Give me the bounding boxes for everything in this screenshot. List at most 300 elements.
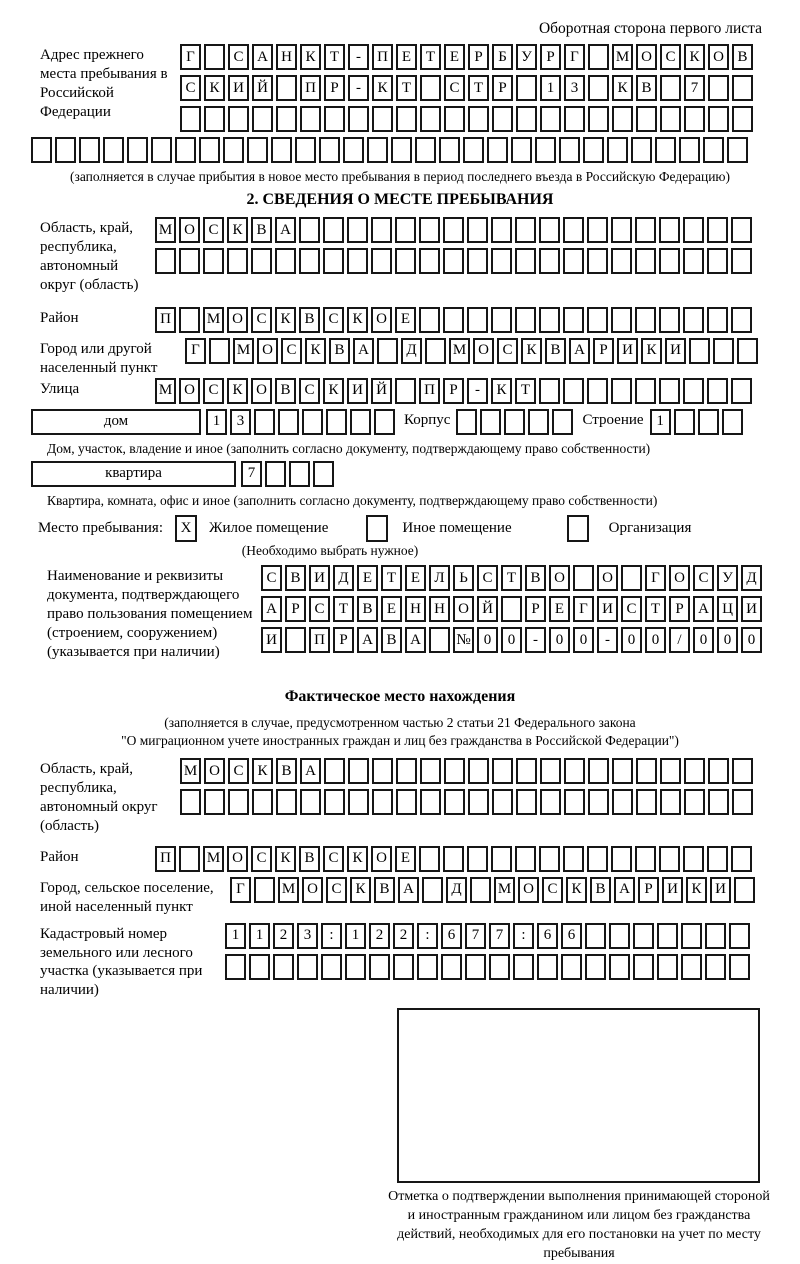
fact-city-row: [230, 877, 758, 903]
form-cell: [299, 248, 320, 274]
form-cell: [179, 846, 200, 872]
form-cell: [324, 106, 345, 132]
form-cell: М: [203, 307, 224, 333]
form-cell: Н: [276, 44, 297, 70]
form-cell: [204, 106, 225, 132]
form-cell: 6: [537, 923, 558, 949]
form-cell: [209, 338, 230, 364]
organization-checkbox: [567, 515, 589, 542]
form-cell: -: [597, 627, 618, 653]
korpus-label: Корпус: [404, 411, 451, 428]
form-cell: [420, 758, 441, 784]
previous-address-row-1: [180, 44, 756, 70]
form-cell: В: [636, 75, 657, 101]
form-cell: [444, 758, 465, 784]
fact-region-row-2: [180, 789, 756, 815]
form-cell: [225, 954, 246, 980]
form-cell: [732, 75, 753, 101]
form-cell: [731, 248, 752, 274]
form-cell: [444, 106, 465, 132]
form-cell: Д: [401, 338, 422, 364]
form-cell: [443, 846, 464, 872]
form-cell: [371, 248, 392, 274]
form-cell: [265, 461, 286, 487]
confirmation-stamp-box: [397, 1008, 760, 1183]
form-cell: [420, 75, 441, 101]
form-cell: [511, 137, 532, 163]
form-cell: К: [323, 378, 344, 404]
form-cell: [468, 106, 489, 132]
form-cell: [324, 758, 345, 784]
form-cell: [537, 954, 558, 980]
form-cell: [539, 846, 560, 872]
form-cell: А: [261, 596, 282, 622]
form-cell: Т: [381, 565, 402, 591]
form-cell: В: [285, 565, 306, 591]
form-cell: [681, 954, 702, 980]
form-cell: Е: [395, 846, 416, 872]
form-cell: Р: [443, 378, 464, 404]
form-cell: [254, 409, 275, 435]
form-cell: [276, 75, 297, 101]
form-cell: 0: [693, 627, 714, 653]
form-cell: П: [300, 75, 321, 101]
form-cell: Т: [420, 44, 441, 70]
form-cell: [635, 846, 656, 872]
form-cell: С: [261, 565, 282, 591]
form-cell: Й: [371, 378, 392, 404]
form-cell: 0: [741, 627, 762, 653]
form-cell: [516, 789, 537, 815]
form-cell: [559, 137, 580, 163]
form-cell: [324, 789, 345, 815]
form-cell: [419, 248, 440, 274]
form-cell: В: [525, 565, 546, 591]
form-cell: [707, 378, 728, 404]
form-cell: Е: [549, 596, 570, 622]
form-cell: Д: [446, 877, 467, 903]
form-cell: И: [309, 565, 330, 591]
form-cell: В: [251, 217, 272, 243]
form-cell: [456, 409, 477, 435]
form-cell: [607, 137, 628, 163]
form-cell: [612, 758, 633, 784]
form-cell: А: [614, 877, 635, 903]
house-row: [206, 409, 398, 435]
form-cell: К: [372, 75, 393, 101]
street-row: [155, 378, 755, 404]
form-cell: [612, 106, 633, 132]
form-cell: [732, 789, 753, 815]
form-cell: [252, 106, 273, 132]
form-cell: И: [665, 338, 686, 364]
form-cell: 0: [549, 627, 570, 653]
form-cell: [395, 217, 416, 243]
form-cell: Й: [252, 75, 273, 101]
form-cell: [372, 758, 393, 784]
previous-address-note: (заполняется в случае прибытия в новое место пребывания в период последнего въезда в Российскую Федерацию): [69, 169, 731, 184]
apartment-row: [241, 461, 337, 487]
form-cell: [179, 307, 200, 333]
form-cell: 0: [501, 627, 522, 653]
region-row-1: [155, 217, 755, 243]
form-cell: А: [693, 596, 714, 622]
form-cell: С: [251, 846, 272, 872]
form-cell: [372, 789, 393, 815]
form-cell: [417, 954, 438, 980]
form-cell: Н: [405, 596, 426, 622]
page-title: Оборотная сторона первого листа: [538, 20, 762, 37]
form-cell: [528, 409, 549, 435]
form-cell: Г: [573, 596, 594, 622]
form-cell: С: [281, 338, 302, 364]
korpus-row: [456, 409, 576, 435]
form-cell: [295, 137, 316, 163]
form-cell: Б: [492, 44, 513, 70]
form-cell: М: [155, 378, 176, 404]
form-cell: В: [329, 338, 350, 364]
fact-district-row: [155, 846, 755, 872]
fact-region-label: Область, край, республика, автономный округ (область): [40, 761, 158, 834]
form-cell: С: [228, 44, 249, 70]
form-cell: [539, 217, 560, 243]
form-cell: [347, 217, 368, 243]
form-cell: О: [453, 596, 474, 622]
form-cell: [467, 307, 488, 333]
form-cell: В: [275, 378, 296, 404]
form-cell: С: [497, 338, 518, 364]
form-cell: [443, 307, 464, 333]
form-cell: [657, 923, 678, 949]
section2-title: 2. СВЕДЕНИЯ О МЕСТЕ ПРЕБЫВАНИЯ: [246, 191, 554, 209]
form-cell: [444, 789, 465, 815]
form-cell: С: [660, 44, 681, 70]
form-cell: [491, 307, 512, 333]
residential-checkbox: X: [175, 515, 197, 542]
form-cell: П: [155, 307, 176, 333]
form-cell: 2: [273, 923, 294, 949]
house-block: [31, 409, 800, 440]
form-cell: И: [597, 596, 618, 622]
form-cell: [588, 789, 609, 815]
form-cell: [563, 248, 584, 274]
form-cell: О: [597, 565, 618, 591]
form-cell: Т: [468, 75, 489, 101]
form-cell: 2: [369, 923, 390, 949]
form-cell: [278, 409, 299, 435]
form-cell: П: [372, 44, 393, 70]
form-cell: С: [693, 565, 714, 591]
form-cell: [707, 307, 728, 333]
form-cell: [516, 106, 537, 132]
form-cell: [683, 307, 704, 333]
form-cell: [323, 217, 344, 243]
form-cell: [635, 248, 656, 274]
form-cell: [689, 338, 710, 364]
form-cell: [276, 106, 297, 132]
form-cell: Р: [669, 596, 690, 622]
document-label: Наименование и реквизиты документа, подтверждающего право пользования помещением (строением, сооружением) (указывается при наличии): [47, 568, 253, 660]
form-cell: [302, 409, 323, 435]
form-cell: С: [326, 877, 347, 903]
form-cell: [395, 378, 416, 404]
form-cell: [636, 106, 657, 132]
actual-location-title: Фактическое место нахождения: [284, 687, 516, 705]
form-cell: С: [621, 596, 642, 622]
form-cell: О: [669, 565, 690, 591]
form-cell: [660, 75, 681, 101]
form-cell: [467, 248, 488, 274]
form-cell: К: [305, 338, 326, 364]
form-cell: [588, 758, 609, 784]
form-cell: [175, 137, 196, 163]
form-cell: [659, 378, 680, 404]
form-cell: [540, 789, 561, 815]
form-cell: Т: [515, 378, 536, 404]
form-cell: [708, 75, 729, 101]
form-cell: [729, 923, 750, 949]
form-cell: :: [513, 923, 534, 949]
form-cell: [583, 137, 604, 163]
form-cell: [633, 954, 654, 980]
form-cell: С: [477, 565, 498, 591]
form-cell: [419, 846, 440, 872]
form-cell: [391, 137, 412, 163]
form-cell: В: [590, 877, 611, 903]
form-cell: Н: [429, 596, 450, 622]
form-cell: Е: [405, 565, 426, 591]
form-cell: И: [261, 627, 282, 653]
form-cell: [420, 789, 441, 815]
form-cell: [443, 248, 464, 274]
form-cell: И: [617, 338, 638, 364]
form-cell: М: [203, 846, 224, 872]
form-cell: [419, 217, 440, 243]
form-cell: [127, 137, 148, 163]
form-cell: 3: [297, 923, 318, 949]
form-cell: [228, 106, 249, 132]
form-cell: Р: [333, 627, 354, 653]
form-cell: 3: [230, 409, 251, 435]
form-cell: 1: [650, 409, 671, 435]
form-cell: [155, 248, 176, 274]
form-cell: К: [521, 338, 542, 364]
form-cell: [297, 954, 318, 980]
form-cell: [552, 409, 573, 435]
form-cell: [501, 596, 522, 622]
form-cell: М: [278, 877, 299, 903]
form-cell: [707, 217, 728, 243]
district-row: [155, 307, 755, 333]
form-cell: О: [227, 846, 248, 872]
form-cell: Р: [638, 877, 659, 903]
form-cell: [636, 758, 657, 784]
form-cell: [587, 846, 608, 872]
form-cell: [660, 789, 681, 815]
form-cell: [539, 307, 560, 333]
form-cell: [563, 307, 584, 333]
form-cell: [515, 846, 536, 872]
form-cell: И: [662, 877, 683, 903]
form-cell: :: [321, 923, 342, 949]
form-cell: [251, 248, 272, 274]
form-cell: [722, 409, 743, 435]
form-cell: Г: [645, 565, 666, 591]
form-cell: [271, 137, 292, 163]
form-cell: К: [347, 307, 368, 333]
fact-region-row-1: [180, 758, 756, 784]
form-cell: [276, 789, 297, 815]
form-cell: [491, 846, 512, 872]
form-cell: М: [233, 338, 254, 364]
form-cell: [420, 106, 441, 132]
form-cell: [635, 378, 656, 404]
form-cell: [515, 307, 536, 333]
form-cell: [659, 846, 680, 872]
form-cell: И: [347, 378, 368, 404]
form-cell: [377, 338, 398, 364]
form-cell: [487, 137, 508, 163]
stay-type-label: Место пребывания:: [38, 520, 163, 537]
form-cell: Е: [395, 307, 416, 333]
document-row-1: [261, 565, 765, 591]
form-cell: К: [686, 877, 707, 903]
cadastral-block: [40, 923, 800, 1001]
form-cell: С: [323, 846, 344, 872]
form-cell: Д: [741, 565, 762, 591]
form-cell: К: [300, 44, 321, 70]
form-cell: [587, 307, 608, 333]
form-cell: [465, 954, 486, 980]
form-cell: [681, 923, 702, 949]
form-cell: К: [641, 338, 662, 364]
form-cell: 1: [345, 923, 366, 949]
form-cell: [273, 954, 294, 980]
form-cell: [516, 75, 537, 101]
form-cell: [561, 954, 582, 980]
form-cell: [564, 106, 585, 132]
form-cell: [491, 217, 512, 243]
form-cell: П: [155, 846, 176, 872]
form-cell: [708, 789, 729, 815]
form-cell: [729, 954, 750, 980]
form-cell: [289, 461, 310, 487]
form-cell: К: [684, 44, 705, 70]
form-cell: Р: [468, 44, 489, 70]
form-cell: [492, 758, 513, 784]
form-cell: [563, 846, 584, 872]
form-cell: Т: [324, 44, 345, 70]
form-cell: [249, 954, 270, 980]
form-cell: [609, 923, 630, 949]
stroenie-row: [650, 409, 746, 435]
previous-address-section: [40, 44, 800, 137]
form-cell: [396, 789, 417, 815]
form-cell: С: [180, 75, 201, 101]
form-cell: [415, 137, 436, 163]
house-box-label: дом: [31, 409, 201, 435]
form-cell: [611, 378, 632, 404]
form-cell: К: [227, 217, 248, 243]
form-cell: [635, 217, 656, 243]
form-cell: [348, 789, 369, 815]
cadastral-row-2: [225, 954, 753, 980]
confirmation-stamp-caption: Отметка о подтверждении выполнения принимающей стороной и иностранным гражданином или лицом без гражданства действий, необходимых для его постановки на учет по месту пребывания: [388, 1189, 770, 1261]
form-cell: 0: [477, 627, 498, 653]
form-cell: [395, 248, 416, 274]
form-cell: [731, 846, 752, 872]
form-cell: К: [612, 75, 633, 101]
apartment-note: Квартира, комната, офис и иное (заполнить согласно документу, подтверждающему право собственности): [47, 492, 658, 508]
form-cell: В: [299, 846, 320, 872]
previous-address-row-3: [180, 106, 756, 132]
form-cell: Р: [540, 44, 561, 70]
form-cell: [227, 248, 248, 274]
form-cell: [564, 789, 585, 815]
form-cell: [633, 923, 654, 949]
form-cell: [659, 307, 680, 333]
form-cell: [372, 106, 393, 132]
form-cell: [609, 954, 630, 980]
form-cell: [180, 106, 201, 132]
form-cell: [708, 106, 729, 132]
region-row-2: [155, 248, 755, 274]
form-cell: [345, 954, 366, 980]
form-cell: [611, 248, 632, 274]
form-cell: [319, 137, 340, 163]
form-cell: А: [569, 338, 590, 364]
form-cell: Г: [180, 44, 201, 70]
other-premises-checkbox: [366, 515, 388, 542]
form-cell: [515, 217, 536, 243]
form-cell: О: [179, 378, 200, 404]
form-cell: М: [449, 338, 470, 364]
form-cell: М: [155, 217, 176, 243]
form-cell: [707, 248, 728, 274]
form-cell: М: [494, 877, 515, 903]
form-cell: [468, 789, 489, 815]
form-cell: [151, 137, 172, 163]
apartment-block: [31, 461, 800, 492]
residential-option-label: Жилое помещение: [209, 520, 329, 537]
form-cell: [585, 923, 606, 949]
form-cell: Е: [381, 596, 402, 622]
form-cell: А: [353, 338, 374, 364]
form-cell: [347, 248, 368, 274]
form-cell: [707, 846, 728, 872]
form-cell: 7: [684, 75, 705, 101]
form-cell: [203, 248, 224, 274]
form-cell: [679, 137, 700, 163]
form-cell: О: [251, 378, 272, 404]
form-cell: [703, 137, 724, 163]
form-cell: [367, 137, 388, 163]
form-cell: [659, 248, 680, 274]
form-cell: [516, 758, 537, 784]
form-cell: [573, 565, 594, 591]
form-cell: [323, 248, 344, 274]
form-cell: [539, 378, 560, 404]
form-cell: С: [228, 758, 249, 784]
form-cell: [374, 409, 395, 435]
form-cell: П: [309, 627, 330, 653]
form-cell: С: [299, 378, 320, 404]
form-cell: [588, 75, 609, 101]
form-cell: [563, 378, 584, 404]
form-cell: В: [299, 307, 320, 333]
form-cell: 0: [645, 627, 666, 653]
form-cell: [321, 954, 342, 980]
